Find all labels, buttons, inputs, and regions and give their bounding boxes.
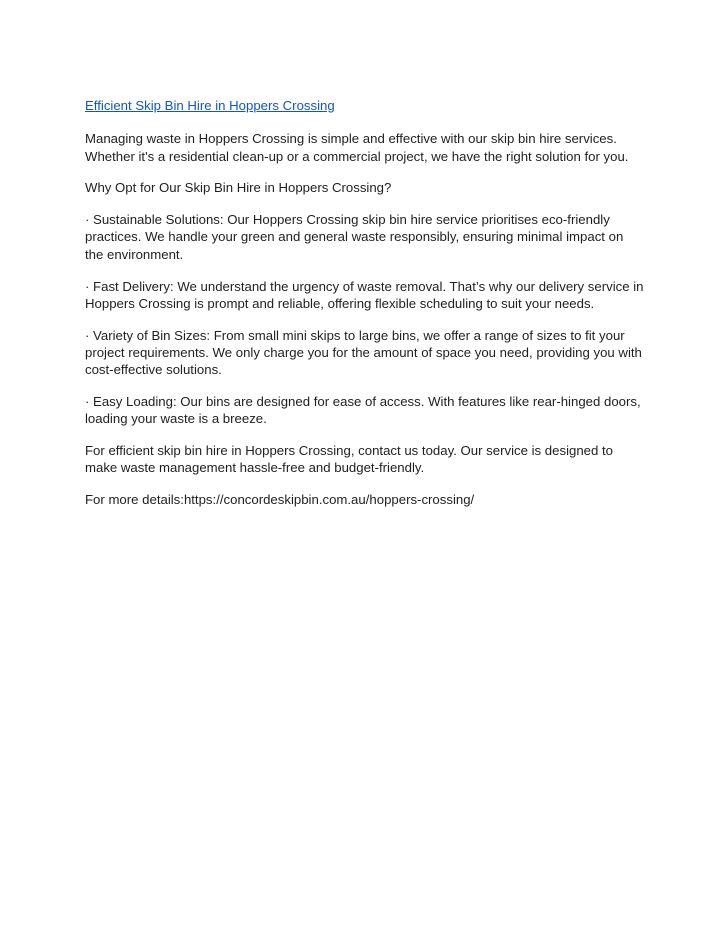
bullet-fast-delivery: · Fast Delivery: We understand the urgency of waste removal. That’s why our delivery service in Hoppers Crossing is prompt and reliable, offering flexible scheduling to suit your needs. bbox=[85, 278, 644, 311]
closing-paragraph: For efficient skip bin hire in Hoppers Crossing, contact us today. Our service is designed to make waste management hassle-free and budget-friendly. bbox=[85, 443, 613, 476]
more-details-paragraph: For more details:https://concordeskipbin.com.au/hoppers-crossing/ bbox=[85, 492, 475, 508]
document-page bbox=[85, 97, 645, 523]
intro-paragraph: Managing waste in Hoppers Crossing is simple and effective with our skip bin hire services. Whether it's a residential clean-up or a commercial project, we have the right solution for you. bbox=[85, 131, 629, 164]
bullet-variety-of-bin-sizes: · Variety of Bin Sizes: From small mini skips to large bins, we offer a range of sizes to fit your project requirements. We only charge you for the amount of space you need, providing you with cost-effective solutions. bbox=[85, 327, 642, 378]
bullet-easy-loading: · Easy Loading: Our bins are designed for ease of access. With features like rear-hinged doors, loading your waste is a breeze. bbox=[85, 394, 641, 427]
section-heading: Why Opt for Our Skip Bin Hire in Hoppers Crossing? bbox=[85, 180, 392, 196]
title-link[interactable]: Efficient Skip Bin Hire in Hoppers Crossing bbox=[85, 98, 335, 113]
bullet-sustainable-solutions: · Sustainable Solutions: Our Hoppers Crossing skip bin hire service prioritises eco-friendly practices. We handle your green and general waste responsibly, ensuring minimal impact on the environment. bbox=[85, 212, 624, 262]
